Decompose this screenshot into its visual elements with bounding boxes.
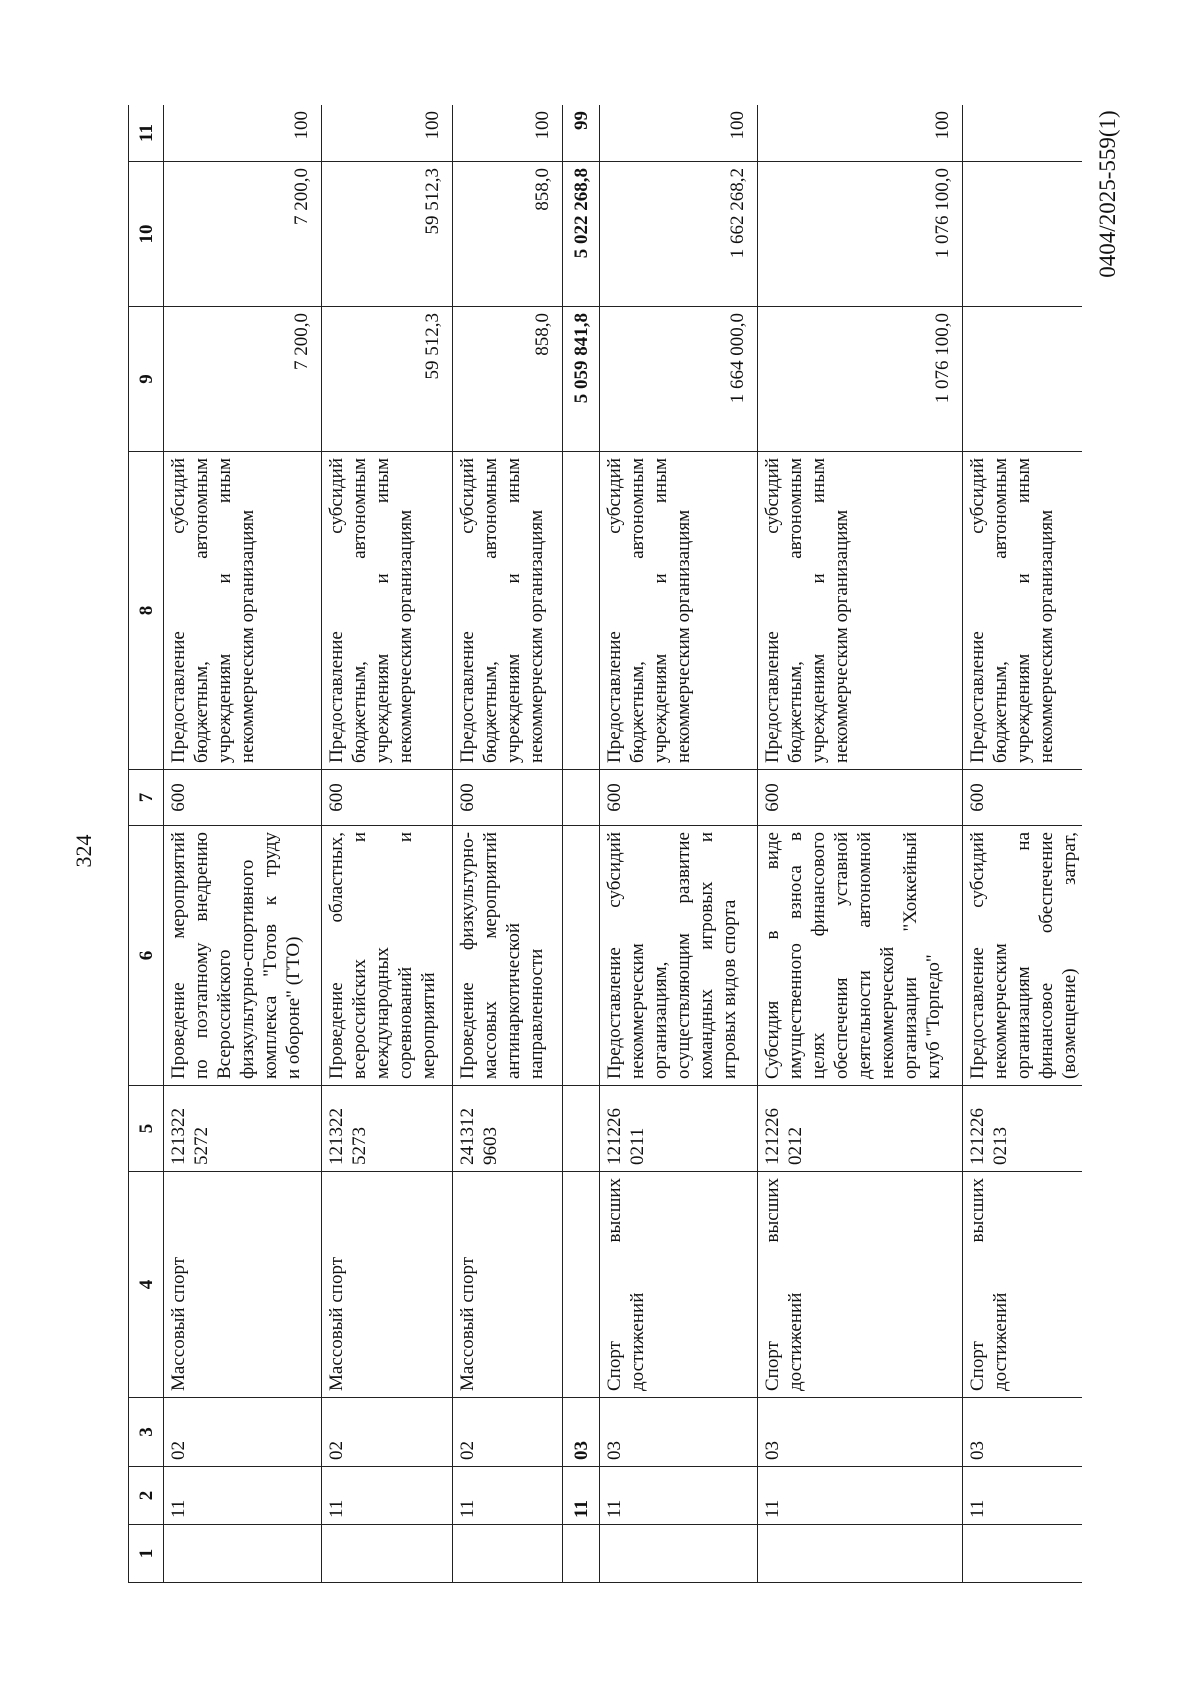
cell-text-line: бюджетным, автономным <box>990 458 1011 763</box>
cell-col-1 <box>963 1525 1083 1583</box>
cell-text-line: международных <box>372 947 393 1079</box>
cell-col-6 <box>963 826 1083 1086</box>
cell-col-11: 100 <box>453 105 563 162</box>
cell-col-11: 99 <box>563 105 600 162</box>
table-row <box>758 105 963 1583</box>
cell-text-line: Массовый спорт <box>457 1256 478 1391</box>
cell-text-line: всероссийских и <box>349 832 370 1079</box>
cell-text-line: учреждениям и иным <box>1013 458 1034 763</box>
cell-col-6 <box>563 826 600 1086</box>
cell-text-line: Всероссийского <box>214 949 235 1079</box>
header-cell: 11 <box>129 105 164 162</box>
cell-col-10: 59 512,3 <box>322 162 453 307</box>
cell-col-3: 03 <box>600 1398 758 1467</box>
cell-col-2: 11 <box>600 1467 758 1525</box>
cell-text-line: Предоставление субсидий <box>604 832 625 1079</box>
cell-col-7: 600 <box>453 770 563 826</box>
cell-text-line: целях финансового <box>808 832 829 1079</box>
document-code: 0404/2025-559(1) <box>1095 110 1120 278</box>
cell-text-line: 5273 <box>349 1127 370 1165</box>
cell-text-line: некоммерческим организациям <box>237 509 258 763</box>
cell-col-8 <box>322 452 453 770</box>
cell-col-8 <box>963 452 1083 770</box>
cell-col-11: 100 <box>758 105 963 162</box>
cell-col-5 <box>322 1086 453 1172</box>
cell-text-line: организациям, <box>650 961 671 1079</box>
cell-text-line: некоммерческим организациям <box>831 509 852 763</box>
header-cell: 3 <box>129 1398 164 1467</box>
cell-col-7: 600 <box>600 770 758 826</box>
cell-col-7: 600 <box>164 770 322 826</box>
cell-col-9: 59 512,3 <box>322 307 453 452</box>
cell-text-line: некоммерческой <box>877 946 898 1079</box>
header-cell: 8 <box>129 452 164 770</box>
budget-table-rotated <box>128 105 1082 1583</box>
cell-col-5 <box>453 1086 563 1172</box>
cell-col-9 <box>963 307 1083 452</box>
cell-col-6 <box>758 826 963 1086</box>
cell-text-line: Спорт высших <box>967 1178 988 1391</box>
cell-text-line: финансовое обеспечение <box>1036 832 1057 1079</box>
cell-col-2: 11 <box>963 1467 1083 1525</box>
cell-col-10: 7 200,0 <box>164 162 322 307</box>
cell-col-11 <box>963 105 1083 162</box>
cell-text-line: соревнований и <box>395 832 416 1079</box>
cell-col-1 <box>600 1525 758 1583</box>
cell-col-9: 1 664 000,0 <box>600 307 758 452</box>
cell-text-line: Проведение физкультурно- <box>457 832 478 1079</box>
cell-text-line: Предоставление субсидий <box>967 458 988 763</box>
cell-col-9: 5 059 841,8 <box>563 307 600 452</box>
cell-text-line: учреждениям и иным <box>808 458 829 763</box>
cell-col-4 <box>758 1172 963 1398</box>
header-cell: 7 <box>129 770 164 826</box>
cell-col-10: 5 022 268,8 <box>563 162 600 307</box>
cell-text-line: 0212 <box>785 1127 806 1165</box>
cell-col-6 <box>600 826 758 1086</box>
cell-text-line: 9603 <box>480 1127 501 1165</box>
cell-text-line: бюджетным, автономным <box>191 458 212 763</box>
cell-col-1 <box>758 1525 963 1583</box>
cell-col-10: 858,0 <box>453 162 563 307</box>
cell-col-5 <box>563 1086 600 1172</box>
cell-text-line: Предоставление субсидий <box>326 458 347 763</box>
cell-col-8 <box>164 452 322 770</box>
cell-col-4 <box>600 1172 758 1398</box>
cell-text-line: достижений <box>785 1292 806 1391</box>
cell-col-3: 03 <box>563 1398 600 1467</box>
table-row <box>963 105 1083 1583</box>
cell-text-line: организации "Хоккейный <box>900 832 921 1079</box>
cell-text-line: некоммерческим организациям <box>673 509 694 763</box>
cell-text-line: бюджетным, автономным <box>627 458 648 763</box>
cell-text-line: Предоставление субсидий <box>604 458 625 763</box>
cell-col-10 <box>963 162 1083 307</box>
cell-col-1 <box>563 1525 600 1583</box>
cell-col-6 <box>322 826 453 1086</box>
cell-col-2: 11 <box>453 1467 563 1525</box>
cell-text-line: 0213 <box>990 1127 1011 1165</box>
cell-text-line: мероприятий <box>418 972 439 1079</box>
table-row <box>600 105 758 1583</box>
table-row <box>453 105 563 1583</box>
cell-text-line: Предоставление субсидий <box>967 832 988 1079</box>
cell-text-line: Предоставление субсидий <box>762 458 783 763</box>
cell-col-1 <box>322 1525 453 1583</box>
cell-col-4 <box>164 1172 322 1398</box>
cell-col-9: 7 200,0 <box>164 307 322 452</box>
cell-col-8 <box>600 452 758 770</box>
cell-col-3: 02 <box>164 1398 322 1467</box>
page-number: 324 <box>71 834 96 868</box>
cell-col-11: 100 <box>164 105 322 162</box>
cell-col-2: 11 <box>758 1467 963 1525</box>
cell-text-line: бюджетным, автономным <box>480 458 501 763</box>
cell-col-4 <box>563 1172 600 1398</box>
cell-col-10: 1 076 100,0 <box>758 162 963 307</box>
cell-text-line: организациям на <box>1013 832 1034 1079</box>
cell-text-line: (возмещение) затрат, <box>1059 832 1080 1079</box>
cell-col-4 <box>963 1172 1083 1398</box>
cell-text-line: 121226 <box>762 1108 783 1165</box>
cell-col-5 <box>963 1086 1083 1172</box>
cell-text-line: имущественного взноса в <box>785 832 806 1079</box>
header-cell: 1 <box>129 1525 164 1583</box>
cell-col-5 <box>600 1086 758 1172</box>
table-row <box>164 105 322 1583</box>
cell-text-line: комплекса "Готов к труду <box>260 832 281 1079</box>
cell-text-line: достижений <box>990 1292 1011 1391</box>
header-cell: 6 <box>129 826 164 1086</box>
cell-text-line: учреждениям и иным <box>372 458 393 763</box>
cell-text-line: Предоставление субсидий <box>168 458 189 763</box>
cell-text-line: некоммерческим <box>990 943 1011 1079</box>
cell-text-line: обеспечения уставной <box>831 832 852 1079</box>
table-row <box>322 105 453 1583</box>
cell-text-line: Массовый спорт <box>168 1256 189 1391</box>
cell-col-2: 11 <box>164 1467 322 1525</box>
cell-col-3: 03 <box>963 1398 1083 1467</box>
cell-text-line: 121226 <box>604 1108 625 1165</box>
cell-text-line: учреждениям и иным <box>503 458 524 763</box>
cell-col-2: 11 <box>322 1467 453 1525</box>
cell-text-line: 5272 <box>191 1127 212 1165</box>
header-row <box>129 105 164 1583</box>
cell-col-3: 03 <box>758 1398 963 1467</box>
cell-col-7 <box>563 770 600 826</box>
cell-col-1 <box>164 1525 322 1583</box>
cell-text-line: некоммерческим организациям <box>395 509 416 763</box>
cell-col-3: 02 <box>322 1398 453 1467</box>
cell-col-1 <box>453 1525 563 1583</box>
cell-text-line: игровых видов спорта <box>719 899 740 1079</box>
header-cell: 4 <box>129 1172 164 1398</box>
cell-col-3: 02 <box>453 1398 563 1467</box>
cell-text-line: Спорт высших <box>604 1178 625 1391</box>
header-cell: 2 <box>129 1467 164 1525</box>
cell-col-10: 1 662 268,2 <box>600 162 758 307</box>
cell-col-8 <box>758 452 963 770</box>
cell-text-line: 121322 <box>326 1108 347 1165</box>
cell-text-line: некоммерческим организациям <box>1036 509 1057 763</box>
cell-text-line: антинаркотической <box>503 923 524 1079</box>
cell-text-line: Предоставление субсидий <box>457 458 478 763</box>
cell-text-line: бюджетным, автономным <box>785 458 806 763</box>
cell-col-5 <box>758 1086 963 1172</box>
cell-col-2: 11 <box>563 1467 600 1525</box>
cell-col-7: 600 <box>322 770 453 826</box>
subtotal-row <box>563 105 600 1583</box>
cell-text-line: деятельности автономной <box>854 832 875 1079</box>
cell-text-line: достижений <box>627 1292 648 1391</box>
cell-col-7: 600 <box>963 770 1083 826</box>
cell-col-7: 600 <box>758 770 963 826</box>
cell-text-line: направленности <box>526 948 547 1079</box>
cell-col-6 <box>164 826 322 1086</box>
cell-text-line: осуществляющим развитие <box>673 832 694 1079</box>
cell-col-8 <box>563 452 600 770</box>
cell-col-11: 100 <box>322 105 453 162</box>
cell-col-11: 100 <box>600 105 758 162</box>
cell-col-4 <box>322 1172 453 1398</box>
cell-text-line: Субсидия в виде <box>762 832 783 1079</box>
budget-table <box>128 105 1082 1583</box>
cell-text-line: учреждениям и иным <box>650 458 671 763</box>
cell-text-line: некоммерческим организациям <box>526 509 547 763</box>
cell-text-line: 0211 <box>627 1127 648 1165</box>
cell-text-line: Проведение областных, <box>326 832 347 1079</box>
cell-text-line: 241312 <box>457 1108 478 1165</box>
cell-text-line: бюджетным, автономным <box>349 458 370 763</box>
header-cell: 9 <box>129 307 164 452</box>
cell-col-5 <box>164 1086 322 1172</box>
cell-col-9: 1 076 100,0 <box>758 307 963 452</box>
header-cell: 10 <box>129 162 164 307</box>
cell-text-line: Массовый спорт <box>326 1256 347 1391</box>
cell-text-line: учреждениям и иным <box>214 458 235 763</box>
cell-text-line: некоммерческим <box>627 943 648 1079</box>
header-cell: 5 <box>129 1086 164 1172</box>
cell-text-line: командных игровых и <box>696 832 717 1079</box>
cell-text-line: Спорт высших <box>762 1178 783 1391</box>
cell-text-line: массовых мероприятий <box>480 832 501 1079</box>
cell-text-line: Проведение мероприятий <box>168 832 189 1079</box>
cell-text-line: физкультурно-спортивного <box>237 859 258 1079</box>
cell-text-line: 121226 <box>967 1108 988 1165</box>
cell-col-9: 858,0 <box>453 307 563 452</box>
cell-col-4 <box>453 1172 563 1398</box>
cell-col-6 <box>453 826 563 1086</box>
cell-text-line: и обороне" (ГТО) <box>283 936 304 1079</box>
cell-text-line: 121322 <box>168 1108 189 1165</box>
cell-text-line: клуб "Торпедо" <box>923 954 944 1079</box>
cell-text-line: по поэтапному внедрению <box>191 832 212 1079</box>
cell-col-8 <box>453 452 563 770</box>
